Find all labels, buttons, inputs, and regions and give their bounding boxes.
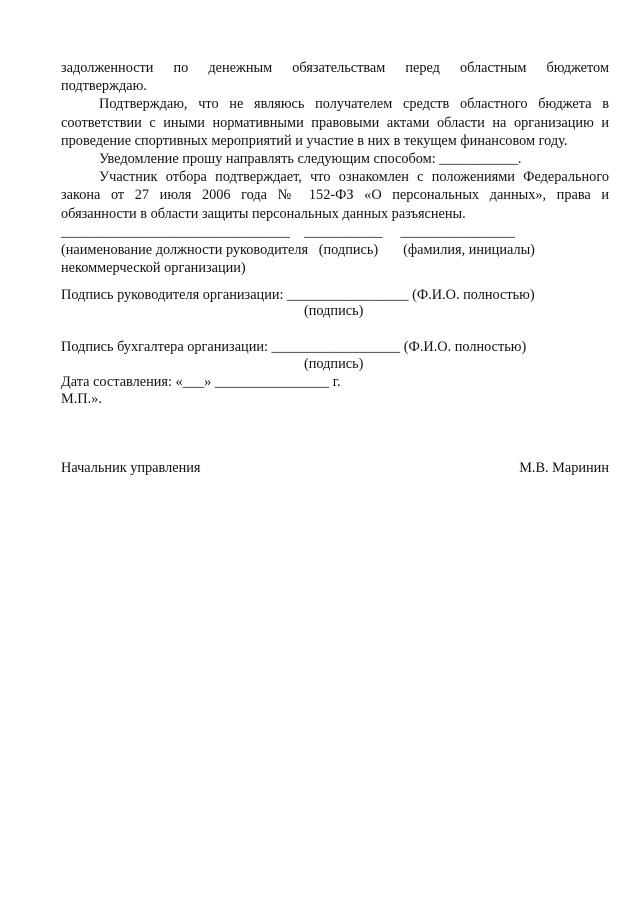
paragraph-budget-line-2: соответствии с иными нормативными правовыми актами области на организацию и xyxy=(61,114,609,131)
date-line: Дата составления: «___» ________________ г. xyxy=(61,374,341,390)
document-body xyxy=(61,59,609,277)
paragraph-notification: Уведомление прошу направлять следующим способом: ___________. xyxy=(99,151,522,168)
paragraph-consent-line-3: обязанности в области защиты персональных данных разъяснены. xyxy=(61,205,466,222)
manager-signature-line: Подпись руководителя организации: _________________ (Ф.И.О. полностью) xyxy=(61,287,535,303)
signature-lines: ________________________________ ___________ ________________ xyxy=(61,223,515,240)
accountant-signature-line: Подпись бухгалтера организации: __________________ (Ф.И.О. полностью) xyxy=(61,339,527,355)
manager-signature-caption: (подпись) xyxy=(304,303,364,319)
paragraph-debt-line-2: подтверждаю. xyxy=(61,78,147,95)
accountant-signature-caption: (подпись) xyxy=(304,356,364,372)
footer-name: М.В. Маринин xyxy=(519,460,609,476)
paragraph-budget-line-3: проведение спортивных мероприятий и участие в них в текущем финансовом году. xyxy=(61,132,568,149)
paragraph-consent-line-2: закона от 27 июля 2006 года № 152-ФЗ «О персональных данных», права и xyxy=(61,187,609,204)
signature-caption-1: (наименование должности руководителя (подпись) (фамилия, инициалы) xyxy=(61,242,535,259)
paragraph-consent-line-1: Участник отбора подтверждает, что ознакомлен с положениями Федерального xyxy=(99,169,609,186)
signature-caption-2: некоммерческой организации) xyxy=(61,260,246,277)
paragraph-budget-line-1: Подтверждаю, что не являюсь получателем средств областного бюджета в xyxy=(99,96,609,113)
paragraph-debt-line-1: задолженности по денежным обязательствам перед областным бюджетом xyxy=(61,60,609,76)
seal-line: М.П.». xyxy=(61,391,102,407)
footer-position: Начальник управления xyxy=(61,460,201,476)
